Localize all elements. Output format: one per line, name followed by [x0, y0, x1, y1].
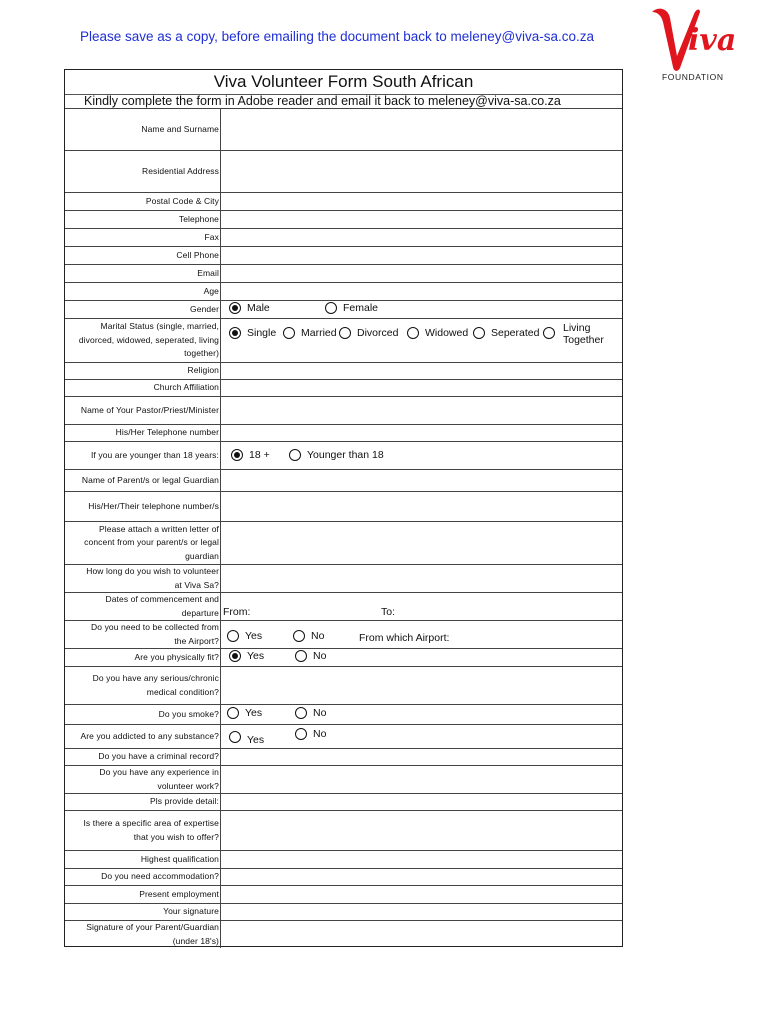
postal-field[interactable]: [221, 193, 622, 210]
form-subtitle: Kindly complete the form in Adobe reader and email it back to meleney@viva-sa.co.za: [65, 94, 622, 108]
label-religion: Religion: [65, 363, 221, 379]
airport-which-label: From which Airport:: [359, 632, 450, 644]
guardian-field[interactable]: [221, 470, 622, 491]
label-telephone: Telephone: [65, 211, 221, 228]
addicted-options: [221, 725, 622, 748]
label-criminal: Do you have a criminal record?: [65, 749, 221, 765]
radio-fit-no[interactable]: [295, 650, 307, 662]
email-field[interactable]: [221, 265, 622, 282]
age-options: [221, 442, 622, 469]
label-addicted: Are you addicted to any substance?: [65, 725, 221, 748]
airport-options: [221, 621, 622, 648]
accommodation-field[interactable]: [221, 869, 622, 885]
cell-field[interactable]: [221, 247, 622, 264]
row-detail: [65, 793, 622, 810]
pastor-field[interactable]: [221, 397, 622, 424]
radio-marital-divorced[interactable]: [339, 327, 351, 339]
row-church: [65, 379, 622, 396]
radio-addicted-yes[interactable]: [229, 731, 241, 743]
signature-field[interactable]: [221, 904, 622, 920]
row-guardian: [65, 469, 622, 491]
row-fax: [65, 228, 622, 246]
label-experience: Do you have any experience in volunteer work?: [65, 766, 221, 793]
label-name: Name and Surname: [65, 109, 221, 150]
addicted-yes-option[interactable]: Yes: [229, 728, 264, 746]
detail-field[interactable]: [221, 794, 622, 810]
label-duration: How long do you wish to volunteer at Viva Sa?: [65, 565, 221, 592]
marital-single-option[interactable]: Single: [229, 327, 276, 339]
radio-marital-widowed[interactable]: [407, 327, 419, 339]
row-telephone: [65, 210, 622, 228]
experience-field[interactable]: [221, 766, 622, 793]
row-age: [65, 282, 622, 300]
fit-no-option[interactable]: No: [295, 650, 326, 662]
row-smoke: [65, 704, 622, 724]
label-employment: Present employment: [65, 886, 221, 903]
fit-options: [221, 649, 622, 666]
marital-divorced-option[interactable]: Divorced: [339, 327, 398, 339]
label-medical: Do you have any serious/chronic medical condition?: [65, 667, 221, 704]
row-religion: [65, 362, 622, 379]
row-postal: [65, 192, 622, 210]
row-under18: [65, 441, 622, 469]
label-email: Email: [65, 265, 221, 282]
label-airport: Do you need to be collected from the Airport?: [65, 621, 221, 648]
radio-airport-no[interactable]: [293, 630, 305, 642]
row-gender: [65, 300, 622, 318]
label-consent: Please attach a written letter of concent from your parent/s or legal guardian: [65, 522, 221, 564]
row-address: [65, 150, 622, 192]
label-smoke: Do you smoke?: [65, 705, 221, 724]
row-fit: [65, 648, 622, 666]
row-expertise: [65, 810, 622, 850]
criminal-field[interactable]: [221, 749, 622, 765]
label-fit: Are you physically fit?: [65, 649, 221, 666]
viva-foundation-logo: [648, 4, 746, 84]
label-cell: Cell Phone: [65, 247, 221, 264]
row-name: [65, 108, 622, 150]
gender-options: [221, 301, 622, 318]
dates-from-label: From:: [223, 606, 251, 618]
row-addicted: [65, 724, 622, 748]
age-field[interactable]: [221, 283, 622, 300]
radio-age-minor[interactable]: [289, 449, 301, 461]
label-guardian-tel: His/Her/Their telephone number/s: [65, 492, 221, 521]
radio-smoke-yes[interactable]: [227, 707, 239, 719]
marital-living-together-option[interactable]: [543, 327, 561, 339]
label-signature: Your signature: [65, 904, 221, 920]
religion-field[interactable]: [221, 363, 622, 379]
radio-marital-single[interactable]: [229, 327, 241, 339]
radio-gender-female[interactable]: [325, 302, 337, 314]
label-detail: Pls provide detail:: [65, 794, 221, 810]
label-postal: Postal Code & City: [65, 193, 221, 210]
row-email: [65, 264, 622, 282]
label-address: Residential Address: [65, 151, 221, 192]
church-field[interactable]: [221, 380, 622, 396]
label-pastor: Name of Your Pastor/Priest/Minister: [65, 397, 221, 424]
row-guardian-tel: [65, 491, 622, 521]
label-expertise: Is there a specific area of expertise that you wish to offer?: [65, 811, 221, 850]
row-consent: [65, 521, 622, 564]
row-employment: [65, 885, 622, 903]
label-age: Age: [65, 283, 221, 300]
marital-widowed-option[interactable]: Widowed: [407, 327, 468, 339]
dates-fields: [221, 593, 622, 620]
label-dates: Dates of commencement and departure: [65, 593, 221, 620]
gender-male-option[interactable]: Male: [229, 302, 270, 314]
smoke-no-option[interactable]: No: [295, 707, 326, 719]
volunteer-form: [64, 69, 623, 947]
airport-no-option[interactable]: No: [293, 630, 324, 642]
row-guardian-signature: [65, 920, 622, 948]
address-field[interactable]: [221, 151, 622, 192]
marital-seperated-option[interactable]: Seperated: [473, 327, 539, 339]
smoke-yes-option[interactable]: Yes: [227, 707, 262, 719]
radio-fit-yes[interactable]: [229, 650, 241, 662]
viva-logo-text: iva: [688, 23, 737, 58]
dates-to-label: To:: [381, 606, 396, 618]
row-qualification: [65, 850, 622, 868]
consent-field[interactable]: [221, 522, 622, 564]
radio-marital-seperated[interactable]: [473, 327, 485, 339]
age-minor-option[interactable]: Younger than 18: [289, 449, 384, 461]
name-field[interactable]: [221, 109, 622, 150]
airport-yes-option[interactable]: Yes: [227, 630, 262, 642]
save-notice: Please save as a copy, before emailing the document back to meleney@viva-sa.co.za: [80, 29, 594, 44]
medical-field[interactable]: [221, 667, 622, 704]
row-pastor: [65, 396, 622, 424]
row-cell: [65, 246, 622, 264]
guardian-tel-field[interactable]: [221, 492, 622, 521]
row-accommodation: [65, 868, 622, 885]
label-accommodation: Do you need accommodation?: [65, 869, 221, 885]
gender-female-option[interactable]: Female: [325, 302, 378, 314]
radio-addicted-no[interactable]: [295, 728, 307, 740]
label-gender: Gender: [65, 301, 221, 318]
label-marital: Marital Status (single, married, divorced, widowed, seperated, living together): [65, 319, 221, 362]
form-title: Viva Volunteer Form South African: [213, 72, 474, 91]
radio-marital-living-together[interactable]: [543, 327, 555, 339]
row-signature: [65, 903, 622, 920]
label-guardian: Name of Parent/s or legal Guardian: [65, 470, 221, 491]
row-duration: [65, 564, 622, 592]
label-qualification: Highest qualification: [65, 851, 221, 868]
label-fax: Fax: [65, 229, 221, 246]
guardian-signature-field[interactable]: [221, 921, 622, 948]
radio-marital-married[interactable]: [283, 327, 295, 339]
row-marital: [65, 318, 622, 362]
employment-field[interactable]: [221, 886, 622, 903]
qualification-field[interactable]: [221, 851, 622, 868]
marital-options: [221, 319, 622, 362]
row-pastor-tel: [65, 424, 622, 441]
fax-field[interactable]: [221, 229, 622, 246]
radio-gender-male[interactable]: [229, 302, 241, 314]
marital-married-option[interactable]: Married: [283, 327, 337, 339]
row-airport: [65, 620, 622, 648]
duration-field[interactable]: [221, 565, 622, 592]
smoke-options: [221, 705, 622, 724]
expertise-field[interactable]: [221, 811, 622, 850]
label-guardian-signature: Signature of your Parent/Guardian (under 18's): [65, 921, 221, 948]
label-church: Church Affiliation: [65, 380, 221, 396]
telephone-field[interactable]: [221, 211, 622, 228]
row-criminal: [65, 748, 622, 765]
radio-age-adult[interactable]: [231, 449, 243, 461]
age-adult-option[interactable]: 18 +: [231, 449, 270, 461]
viva-logo-tagline: FOUNDATION: [662, 72, 724, 82]
label-pastor-tel: His/Her Telephone number: [65, 425, 221, 441]
pastor-tel-field[interactable]: [221, 425, 622, 441]
radio-airport-yes[interactable]: [227, 630, 239, 642]
fit-yes-option[interactable]: Yes: [229, 650, 264, 662]
row-dates: [65, 592, 622, 620]
marital-living-together-label: Living Together: [563, 322, 604, 346]
label-under18: If you are younger than 18 years:: [65, 442, 221, 469]
row-experience: [65, 765, 622, 793]
row-medical: [65, 666, 622, 704]
radio-smoke-no[interactable]: [295, 707, 307, 719]
addicted-no-option[interactable]: No: [295, 728, 326, 740]
